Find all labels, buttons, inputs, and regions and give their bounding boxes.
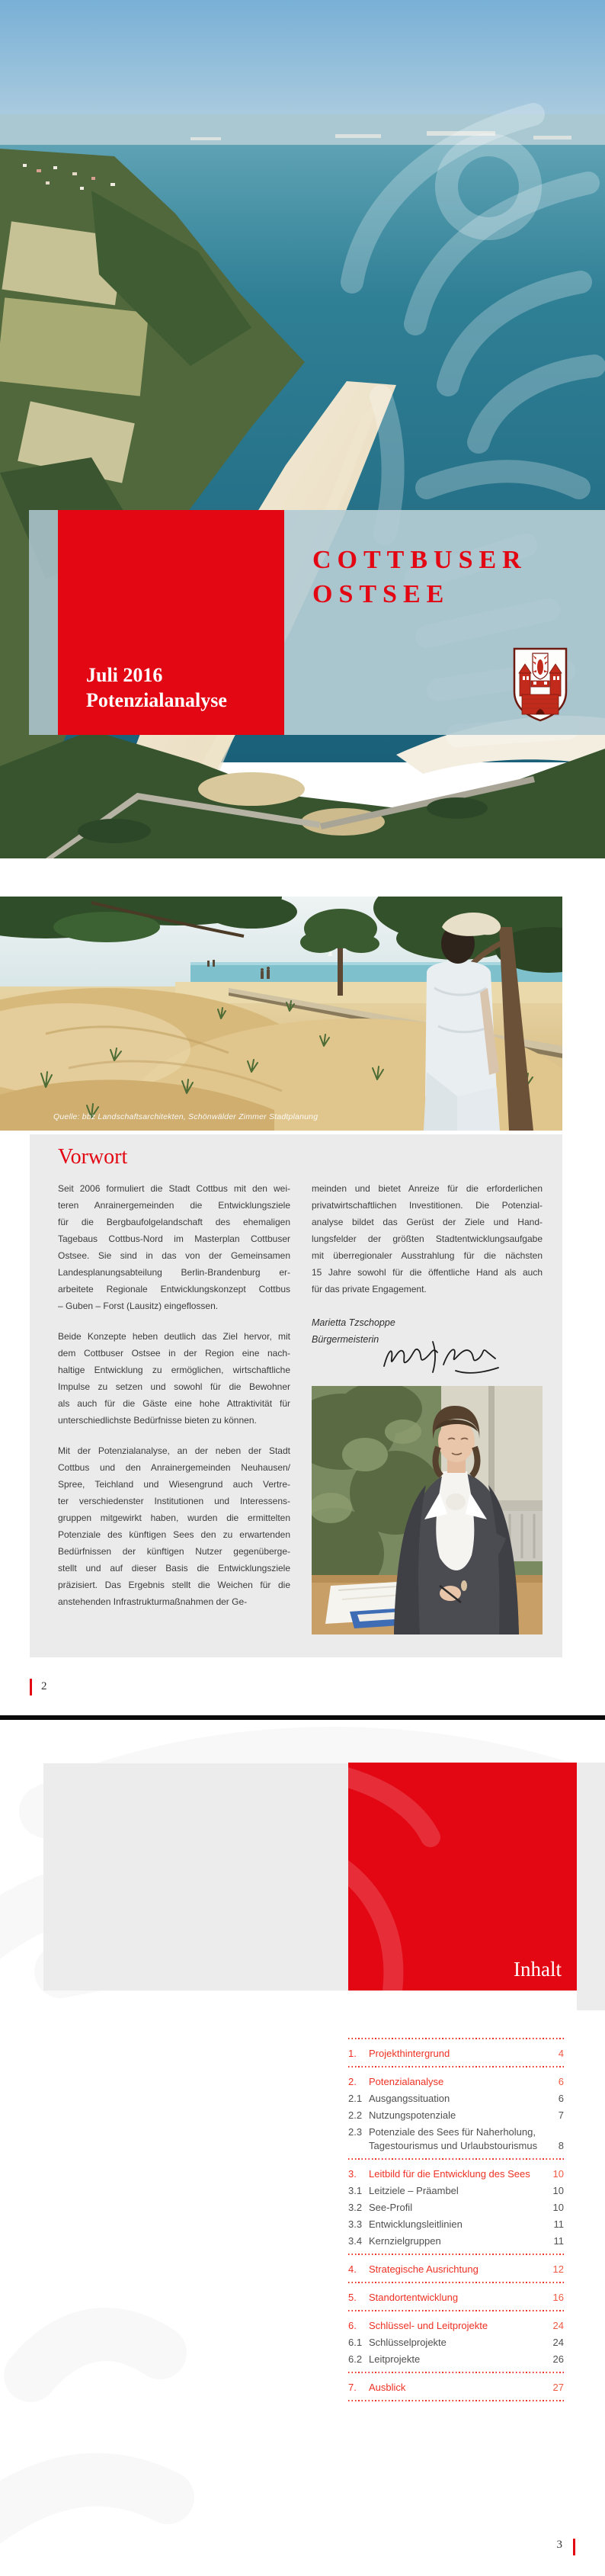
- inhalt-heading: Inhalt: [514, 1958, 562, 1981]
- cover-date: Juli 2016: [86, 664, 163, 686]
- paragraph: Seit 2006 formuliert die Stadt Cottbus mit den wei- teren Anrainergemeinden die Entwicklungsziele für die Bergbaufolgelandschaft des ehemaligen Tagebaus Cottbus-Nord im Masterplan Cottbuser Ostsee. Sie sind in das von der Gemeinsamen Landesplanungsabteilung Berlin-Brandenburg er- arbeitete Regionale Entwicklungskonzept Cottbus – Guben – Forst (Lausitz) eingeflossen.: [58, 1183, 290, 1311]
- cover-subtitle-block: [86, 662, 227, 713]
- toc-entry-number: 2.1: [348, 2093, 363, 2104]
- toc-dotted-rule: [348, 2158, 564, 2160]
- toc-entry: [348, 2263, 564, 2279]
- mayor-portrait-photo: [312, 1386, 543, 1634]
- inhalt-red-block: [348, 1763, 577, 1991]
- toc-entry-number: 3.2: [348, 2202, 363, 2213]
- toc-entry-label: Projekthintergrund: [369, 2048, 450, 2059]
- toc-entry-label: Leitziele – Präambel: [369, 2185, 459, 2196]
- toc-entry: [348, 2353, 564, 2369]
- signer-title: Bürgermeisterin: [312, 1334, 379, 1345]
- toc-entry: [348, 2047, 564, 2064]
- toc-entry: [348, 2319, 564, 2336]
- toc-entry-label: Schlüssel- und Leitprojekte: [369, 2320, 488, 2331]
- toc-dotted-rule: [348, 2254, 564, 2255]
- paragraph: Mit der Potenzialanalyse, an der neben der Stadt Cottbus und den Anrainergemeinden Neuhausen/ Spree, Teichland und Wiesengrund auch Vertre- ter verschiedenster Institutionen und Interessens- gruppen mitgewirkt haben, wurden die ermittelten Potenziale des künftigen Sees den zu erwartenden Bedürfnissen der künftigen Nutzer gegenüberge- stellt und auf dieser Basis die Entwicklungsziele präzisiert. Das Ergebnis stellt die Weichen für die anstehenden Infrastrukturmaßnahmen der Ge-: [58, 1445, 290, 1607]
- toc-entry: [348, 2218, 564, 2234]
- toc-dotted-rule: [348, 2372, 564, 2373]
- toc-entry-number: 2.2: [348, 2109, 363, 2121]
- toc-entry-number: 3.3: [348, 2218, 363, 2230]
- red-block-watermark: [348, 1763, 577, 1991]
- page-3-top-strip: [0, 1715, 605, 1720]
- cover-title: [312, 543, 527, 611]
- toc-entry: [348, 2075, 564, 2092]
- vorwort-column-2: [312, 1180, 543, 1298]
- cover-title-line1: COTTBUSER: [312, 546, 527, 574]
- toc-entry: [348, 2336, 564, 2353]
- inhalt-gray-panel: [43, 1763, 348, 1991]
- vorwort-heading: Vorwort: [58, 1145, 128, 1169]
- toc-entry-number: 6.2: [348, 2353, 363, 2365]
- toc-entry: [348, 2234, 564, 2251]
- toc-entry-page: 7: [558, 2109, 564, 2121]
- toc-entry-page: 16: [552, 2292, 564, 2303]
- toc-entry-label: Ausgangssituation: [369, 2093, 450, 2104]
- toc-entry-label: Kernzielgruppen: [369, 2235, 441, 2247]
- toc-entry-label: Nutzungspotenziale: [369, 2109, 456, 2121]
- toc-entry-label: Entwicklungsleitlinien: [369, 2218, 463, 2230]
- toc-entry-number: 3.: [348, 2168, 357, 2180]
- toc-entry-page: 4: [558, 2048, 564, 2059]
- vorwort-beach-rendering-photo: [0, 897, 562, 1131]
- toc-entry: [348, 2381, 564, 2398]
- table-of-contents: [348, 2028, 564, 2424]
- toc-entry-number: 6.: [348, 2320, 357, 2331]
- toc-entry: [348, 2109, 564, 2125]
- toc-dotted-rule: [348, 2310, 564, 2311]
- toc-entry-page: 26: [552, 2353, 564, 2365]
- cover-subtitle: Potenzialanalyse: [86, 689, 227, 711]
- toc-entry-number: 6.1: [348, 2337, 363, 2348]
- toc-entry-number: 3.4: [348, 2235, 363, 2247]
- toc-entry-page: 10: [552, 2202, 564, 2213]
- toc-entry-page: 6: [558, 2076, 564, 2087]
- toc-entry: [348, 2092, 564, 2109]
- signature-handwriting: [379, 1336, 501, 1380]
- page-3-marker-bar: [573, 2539, 575, 2555]
- toc-entry-label: Potenzialanalyse: [369, 2076, 444, 2087]
- toc-dotted-rule: [348, 2282, 564, 2283]
- toc-entry: [348, 2201, 564, 2218]
- toc-entry-label: Strategische Ausrichtung: [369, 2263, 479, 2275]
- paragraph: Beide Konzepte heben deutlich das Ziel hervor, mit dem Cottbuser Ostsee in der Region eine nach- haltige Entwicklung zu ermöglichen, wirtschaftliche Impulse zu setzen und sowohl für die Bewohner als auch für die Gäste eine hohe Attraktivität für unterschiedlichste Bedürfnisse bieten zu können.: [58, 1331, 290, 1426]
- page-2-marker-bar: [30, 1679, 32, 1695]
- toc-entry-number: 2.: [348, 2076, 357, 2087]
- toc-dotted-rule: [348, 2400, 564, 2401]
- toc-entry-page: 27: [552, 2382, 564, 2393]
- toc-entry-label: Ausblick: [369, 2382, 406, 2393]
- toc-entry-number: 3.1: [348, 2185, 363, 2196]
- toc-entry-label: Potenziale des Sees für Naherholung,: [369, 2126, 536, 2138]
- toc-entry-label: Leitbild für die Entwicklung des Sees: [369, 2168, 530, 2180]
- toc-dotted-rule: [348, 2038, 564, 2039]
- toc-entry-page: 24: [552, 2337, 564, 2348]
- toc-entry-page: 6: [558, 2093, 564, 2104]
- toc-entry-label: Standortentwicklung: [369, 2292, 459, 2303]
- toc-entry-label-line2: Tagestourismus und Urlaubstourismus: [369, 2140, 538, 2151]
- signer-name: Marietta Tzschoppe: [312, 1317, 395, 1328]
- inhalt-gray-strip-right: [577, 1763, 605, 2010]
- toc-entry: [348, 2167, 564, 2184]
- toc-entry-page: 10: [552, 2168, 564, 2180]
- cottbus-coat-of-arms: [513, 647, 568, 722]
- toc-entry-page: 8: [558, 2140, 564, 2151]
- toc-dotted-rule: [348, 2066, 564, 2068]
- toc-entry-number: 5.: [348, 2292, 357, 2303]
- toc-entry: [348, 2184, 564, 2201]
- toc-entry-number: 7.: [348, 2382, 357, 2393]
- toc-entry-page: 11: [553, 2218, 564, 2230]
- toc-entry: [348, 2125, 564, 2151]
- toc-entry-label: See-Profil: [369, 2202, 413, 2213]
- toc-entry-page: 24: [552, 2320, 564, 2331]
- page-3-number: 3: [556, 2539, 562, 2551]
- toc-entry-page: 12: [552, 2263, 564, 2275]
- page-2-number: 2: [41, 1680, 47, 1692]
- paragraph: meinden und bietet Anreize für die erforderlichen privatwirtschaftlichen Investitionen. Die Potenzial- analyse bildet das Gerüst der Ziele und Hand- lungsfelder der größten Stadtentwicklungsaufgabe mit überregionaler Ausstrahlung für die nächsten 15 Jahre sowohl für die öffentliche Hand als auch für das private Engagement.: [312, 1183, 543, 1294]
- toc-entry-number: 4.: [348, 2263, 357, 2275]
- toc-entry: [348, 2291, 564, 2308]
- cover-title-line2: OSTSEE: [312, 580, 450, 608]
- toc-entry-number: 1.: [348, 2048, 357, 2059]
- toc-entry-page: 10: [552, 2185, 564, 2196]
- toc-entry-label: Leitprojekte: [369, 2353, 421, 2365]
- photo-caption: Quelle: bbz Landschaftsarchitekten, Schönwälder Zimmer Stadtplanung: [53, 1112, 319, 1121]
- band-left-sliver: [29, 510, 58, 735]
- vorwort-column-1: [58, 1180, 290, 1610]
- toc-entry-label: Schlüsselprojekte: [369, 2337, 447, 2348]
- toc-entry-page: 11: [553, 2235, 564, 2247]
- toc-entry-number: 2.3: [348, 2126, 363, 2138]
